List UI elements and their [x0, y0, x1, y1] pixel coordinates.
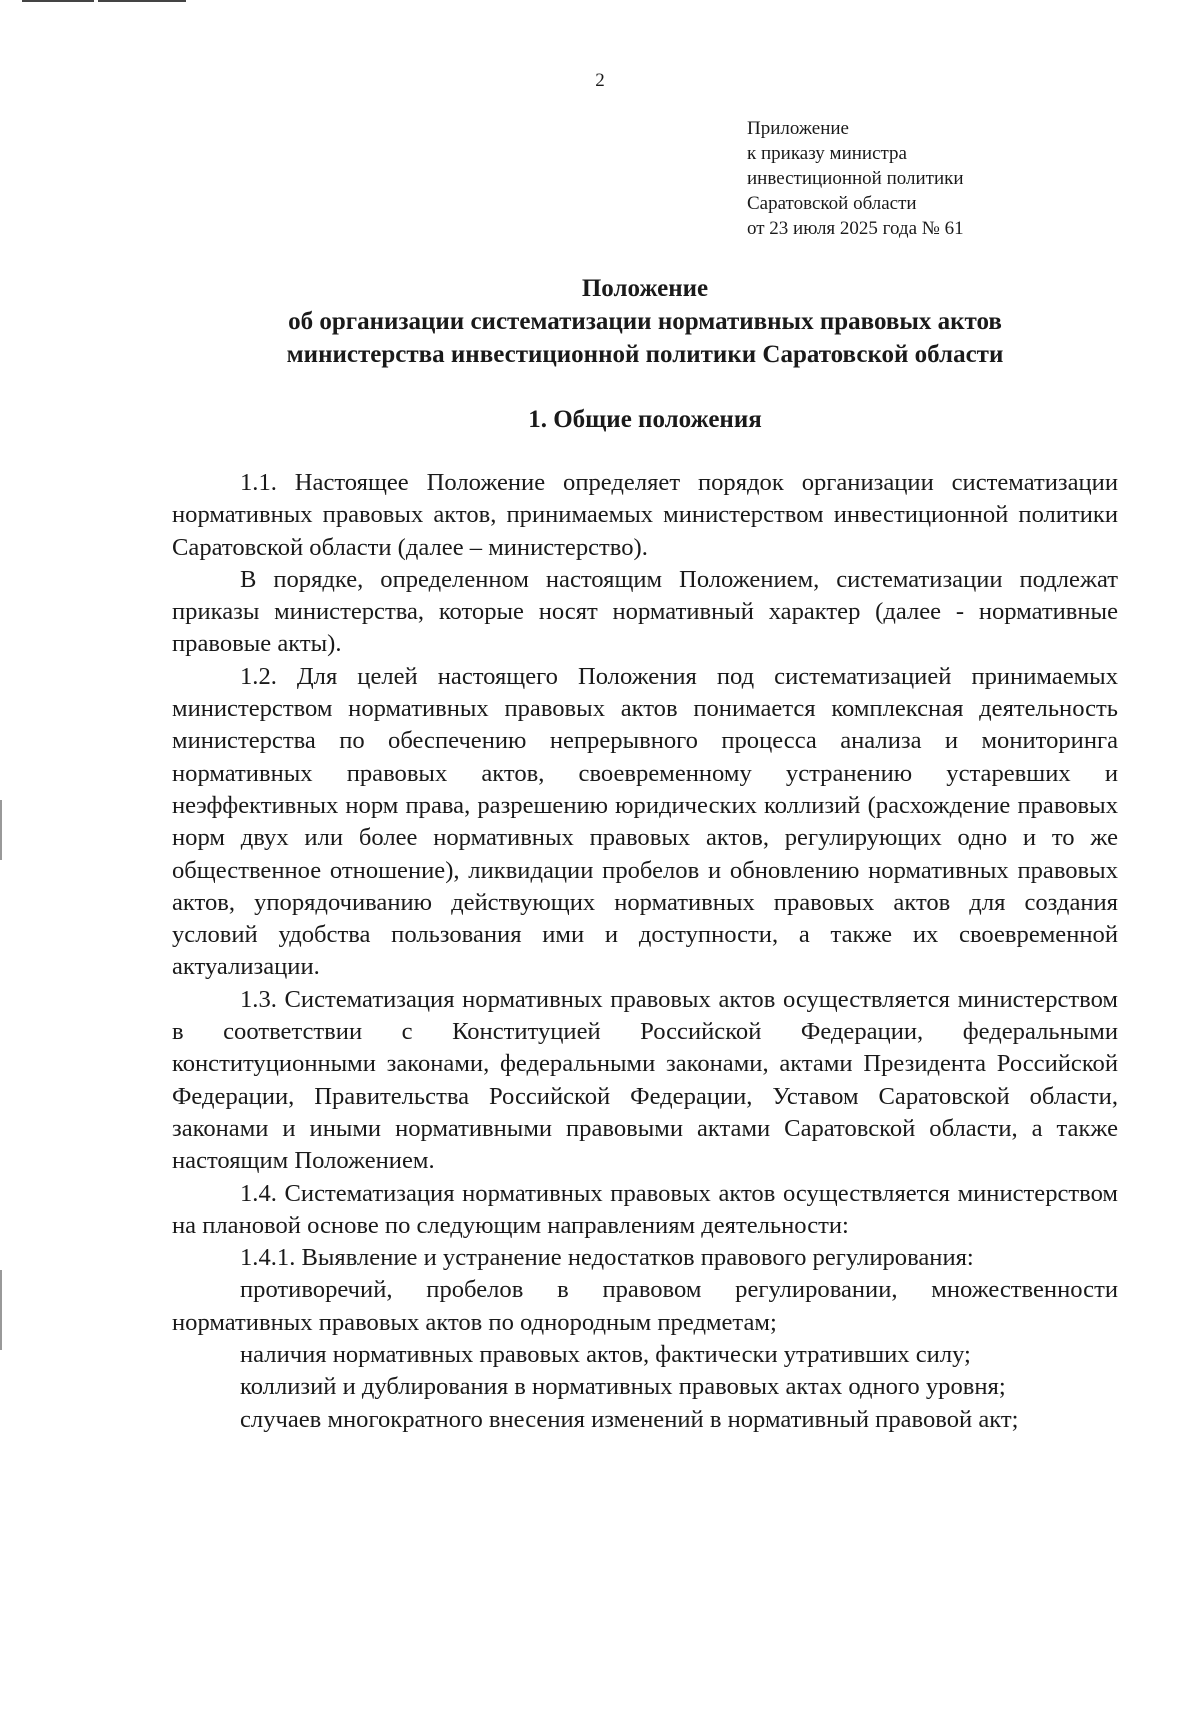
- section-heading: 1. Общие положения: [528, 406, 762, 433]
- paragraph: случаев многократного внесения изменений в нормативный правовой акт;: [240, 1405, 1019, 1433]
- page-number: 2: [595, 70, 605, 91]
- scan-artifact-line: [98, 0, 186, 2]
- paragraph: наличия нормативных правовых актов, фактически утративших силу;: [240, 1341, 971, 1369]
- document-title: [172, 272, 1118, 371]
- paragraph: 1.4. Систематизация нормативных правовых актов осуществляется министерством на плановой основе по следующим направлениям деятельности:: [172, 1179, 1118, 1239]
- paragraph: коллизий и дублирования в нормативных правовых актах одного уровня;: [240, 1373, 1006, 1401]
- scan-margin-mark: [0, 800, 2, 860]
- appendix-line: к приказу министра: [747, 143, 907, 164]
- document-body: [172, 467, 1118, 1436]
- appendix-line: Приложение: [747, 118, 849, 139]
- appendix-block: [747, 116, 964, 241]
- title-line: Положение: [581, 275, 709, 302]
- appendix-line: инвестиционной политики: [747, 168, 964, 189]
- paragraph: 1.3. Систематизация нормативных правовых актов осуществляется министерством в соответствии с Конституцией Российской Федерации, федеральными конституционными законами, федеральными законами, актами Президента Российской Федерации, Правительства Российской Федерации, Уставом Саратовской области, законами и иными нормативными правовыми актами Саратовской области, а также настоящим Положением.: [172, 985, 1118, 1175]
- paragraph: противоречий, пробелов в правовом регулировании, множественности нормативных правовых актов по однородным предметам;: [172, 1276, 1118, 1336]
- paragraph: 1.4.1. Выявление и устранение недостатков правового регулирования:: [240, 1244, 974, 1272]
- appendix-line: от 23 июля 2025 года № 61: [747, 218, 964, 239]
- appendix-line: Саратовской области: [747, 193, 917, 214]
- scan-margin-mark: [0, 1270, 2, 1350]
- scan-artifact-line: [22, 0, 94, 2]
- paragraph: 1.2. Для целей настоящего Положения под систематизацией принимаемых министерством нормативных правовых актов понимается комплексная деятельность министерства по обеспечению непрерывного процесса анализа и мониторинга нормативных правовых актов, своевременному устранению устаревших и неэффективных норм права, разрешению юридических коллизий (расхождение правовых норм двух или более нормативных правовых актов, регулирующих одно и то же общественное отношение), ликвидации пробелов и обновлению нормативных правовых актов, упорядочиванию действующих нормативных правовых актов для создания условий удобства пользования ими и доступности, а также их своевременной актуализации.: [172, 662, 1118, 981]
- title-line: министерства инвестиционной политики Саратовской области: [286, 341, 1004, 368]
- title-line: об организации систематизации нормативных правовых актов: [288, 308, 1002, 335]
- paragraph: В порядке, определенном настоящим Положением, систематизации подлежат приказы министерства, которые носят нормативный характер (далее - нормативные правовые акты).: [172, 565, 1118, 658]
- paragraph: 1.1. Настоящее Положение определяет порядок организации систематизации нормативных правовых актов, принимаемых министерством инвестиционной политики Саратовской области (далее – министерство).: [172, 469, 1118, 561]
